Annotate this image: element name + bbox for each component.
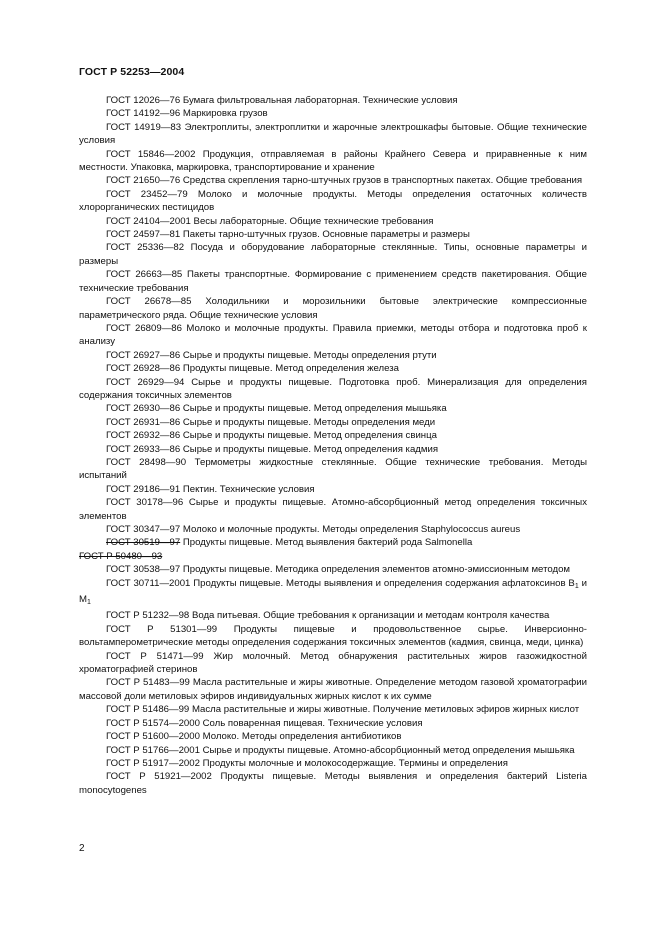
reference-code: ГОСТ 12026—76 bbox=[106, 95, 181, 106]
reference-entry bbox=[79, 523, 587, 536]
reference-entry bbox=[79, 241, 587, 268]
reference-entry bbox=[79, 676, 587, 703]
reference-code: ГОСТ 30178—96 bbox=[106, 497, 184, 509]
reference-title: Продукты пищевые. Методы выявления и определения бактерий Listeria monocytogenes bbox=[79, 771, 587, 796]
reference-code: ГОСТ 28498—90 bbox=[106, 456, 187, 468]
reference-entry bbox=[79, 94, 587, 107]
reference-code: ГОСТ 21650—76 bbox=[106, 175, 181, 187]
reference-title: Жир молочный. Метод обнаружения растительных жиров газожидкостной хроматографией стеринов bbox=[79, 650, 588, 676]
reference-code: ГОСТ 24597—81 bbox=[106, 229, 181, 241]
reference-title: Сырье и продукты пищевые. Подготовка проб. Минерализация для определения содержания токсичных элементов bbox=[79, 376, 587, 401]
reference-code: ГОСТ 26678—85 bbox=[106, 296, 192, 308]
reference-code: ГОСТ 30711—2001 bbox=[106, 577, 191, 589]
reference-code: ГОСТ 14919—83 bbox=[106, 121, 182, 133]
reference-title: Пектин. Технические условия bbox=[182, 483, 315, 495]
reference-entry bbox=[79, 496, 587, 523]
reference-entry bbox=[79, 349, 587, 362]
reference-code: ГОСТ 26931—86 bbox=[106, 416, 181, 428]
reference-code: ГОСТ Р 51917—2002 bbox=[106, 757, 200, 769]
reference-entry bbox=[79, 770, 587, 797]
reference-code: ГОСТ 26929—94 bbox=[106, 376, 185, 388]
reference-entry bbox=[79, 609, 587, 622]
reference-title: Молоко. Методы определения антибиотиков bbox=[202, 731, 402, 743]
reference-entry bbox=[79, 563, 587, 576]
reference-entry bbox=[79, 443, 587, 456]
reference-title: Продукты пищевые. Метод определения железа bbox=[182, 363, 399, 375]
reference-code: ГОСТ 26932—86 bbox=[106, 430, 181, 442]
reference-entry bbox=[79, 174, 587, 187]
reference-title-continued: и M bbox=[79, 577, 587, 606]
reference-code: ГОСТ Р 51471—99 bbox=[106, 650, 204, 662]
reference-title: Продукция, отправляемая в районы Крайнего Севера и приравненные к ним местности. Упаковка, маркировка, транспортирование и хранение bbox=[79, 148, 587, 174]
reference-title: Сырье и продукты пищевые. Атомно-абсорбционный метод определения мышьяка bbox=[202, 744, 575, 756]
reference-entry bbox=[79, 730, 587, 743]
reference-entry bbox=[79, 429, 587, 442]
normative-references-list bbox=[79, 94, 587, 797]
reference-entry bbox=[79, 717, 587, 730]
reference-entry bbox=[79, 650, 587, 677]
reference-title: Сырье и продукты пищевые. Метод определения мышьяка bbox=[182, 403, 447, 415]
reference-entry bbox=[79, 376, 587, 403]
reference-title: Вода питьевая. Общие требования к организации и методам контроля качества bbox=[191, 610, 550, 622]
reference-code: ГОСТ Р 51766—2001 bbox=[106, 744, 200, 756]
reference-code: ГОСТ Р 51921—2002 bbox=[106, 771, 212, 783]
reference-code: ГОСТ Р 51232—98 bbox=[106, 610, 190, 622]
page-number: 2 bbox=[79, 843, 85, 854]
subscript: 1 bbox=[574, 582, 579, 590]
reference-code: ГОСТ 30347—97 bbox=[106, 524, 181, 535]
reference-entry bbox=[79, 188, 587, 215]
reference-entry bbox=[79, 362, 587, 375]
reference-entry bbox=[79, 744, 587, 757]
reference-code: ГОСТ 30538—97 bbox=[106, 564, 181, 576]
page-header-standard-number: ГОСТ Р 52253—2004 bbox=[79, 66, 185, 78]
reference-title: Молоко и молочные продукты. Методы определения остаточных количеств хлорорганических пестицидов bbox=[79, 188, 588, 214]
reference-entry bbox=[79, 322, 587, 349]
reference-title: Продукты пищевые. Методы выявления и определения содержания афлатоксинов B bbox=[193, 577, 575, 589]
reference-code-replaced: ГОСТ Р 50480—93 bbox=[79, 550, 163, 562]
reference-entry bbox=[79, 536, 587, 563]
reference-code: ГОСТ Р 51483—99 bbox=[106, 677, 190, 689]
reference-title: Холодильники и морозильники бытовые электрические компрессионные параметрического ряда. Общие технические условия bbox=[79, 296, 587, 321]
reference-title: Соль поваренная пищевая. Технические условия bbox=[202, 717, 423, 729]
reference-code: ГОСТ Р 51574—2000 bbox=[106, 717, 200, 729]
reference-entry bbox=[79, 623, 587, 650]
reference-entry bbox=[79, 703, 587, 716]
reference-title: Масла растительные и жиры животные. Определение методом газовой хроматографии массовой доли метиловых эфиров индивидуальных жирных кислот к их сумме bbox=[79, 677, 587, 702]
reference-code: ГОСТ 26930—86 bbox=[106, 403, 181, 415]
subscript: 1 bbox=[87, 599, 91, 607]
reference-code: ГОСТ 25336—82 bbox=[106, 242, 185, 254]
reference-title: Продукты пищевые. Метод выявления бактерий рода Salmonella bbox=[182, 537, 473, 549]
reference-code: ГОСТ 15846—2002 bbox=[106, 148, 196, 160]
reference-title: Пакеты транспортные. Формирование с применением средств пакетирования. Общие технические требования bbox=[79, 269, 588, 294]
reference-entry bbox=[79, 456, 587, 483]
reference-title: Весы лабораторные. Общие технические требования bbox=[193, 215, 434, 227]
reference-title: Продукты молочные и молокосодержащие. Термины и определения bbox=[202, 757, 508, 769]
reference-entry bbox=[79, 577, 587, 610]
reference-title: Сырье и продукты пищевые. Метод определения свинца bbox=[182, 430, 437, 442]
reference-title: Продукты пищевые. Методика определения элементов атомно-эмиссионным методом bbox=[182, 564, 571, 576]
reference-entry bbox=[79, 268, 587, 295]
reference-title: Сырье и продукты пищевые. Методы определения меди bbox=[182, 416, 436, 428]
reference-title: Сырье и продукты пищевые. Методы определения ртути bbox=[182, 349, 437, 361]
reference-title: Бумага фильтровальная лабораторная. Технические условия bbox=[182, 95, 458, 106]
reference-entry bbox=[79, 295, 587, 322]
reference-title: Масла растительные и жиры животные. Получение метиловых эфиров жирных кислот bbox=[191, 704, 580, 716]
reference-title: Продукты пищевые и продовольственное сырье. Инверсионно-вольтамперометрические методы определения содержания токсичных элементов (кадмия, свинца, меди, цинка) bbox=[79, 623, 587, 649]
reference-entry bbox=[79, 148, 587, 175]
reference-code: ГОСТ 26927—86 bbox=[106, 349, 181, 361]
reference-entry bbox=[79, 483, 587, 496]
reference-title: Термометры жидкостные стеклянные. Общие технические требования. Методы испытаний bbox=[79, 456, 587, 482]
reference-code: ГОСТ 23452—79 bbox=[106, 188, 188, 200]
reference-entry bbox=[79, 121, 587, 148]
reference-code: ГОСТ 24104—2001 bbox=[106, 215, 191, 227]
reference-code: ГОСТ 26933—86 bbox=[106, 443, 181, 455]
reference-entry bbox=[79, 757, 587, 770]
reference-entry bbox=[79, 228, 587, 241]
reference-title: Посуда и оборудование лабораторные стеклянные. Типы, основные параметры и размеры bbox=[79, 242, 587, 267]
reference-entry bbox=[79, 107, 587, 120]
reference-code: ГОСТ 26809—86 bbox=[106, 322, 182, 334]
reference-title: Пакеты тарно-штучных грузов. Основные параметры и размеры bbox=[182, 229, 470, 241]
reference-code: ГОСТ Р 51486—99 bbox=[106, 704, 190, 716]
reference-entry bbox=[79, 402, 587, 415]
reference-title: Сырье и продукты пищевые. Метод определения кадмия bbox=[182, 443, 439, 455]
reference-code: ГОСТ 26663—85 bbox=[106, 269, 183, 281]
reference-title: Сырье и продукты пищевые. Атомно-абсорбционный метод определения токсичных элементов bbox=[79, 497, 587, 522]
reference-code: ГОСТ Р 51301—99 bbox=[106, 623, 218, 635]
reference-code: ГОСТ 26928—86 bbox=[106, 363, 181, 375]
reference-title: Молоко и молочные продукты. Методы определения Staphylococcus aureus bbox=[182, 524, 521, 535]
reference-title: Маркировка грузов bbox=[182, 108, 268, 120]
reference-code: ГОСТ 29186—91 bbox=[106, 483, 181, 495]
reference-code: ГОСТ 14192—96 bbox=[106, 108, 181, 120]
reference-code: ГОСТ Р 51600—2000 bbox=[106, 731, 200, 743]
reference-code: ГОСТ 30519—97 bbox=[106, 537, 181, 549]
reference-title: Средства скрепления тарно-штучных грузов в транспортных пакетах. Общие требования bbox=[182, 175, 583, 187]
reference-title: Молоко и молочные продукты. Правила приемки, методы отбора и подготовка проб к анализу bbox=[79, 322, 587, 348]
reference-entry bbox=[79, 215, 587, 228]
reference-title: Электроплиты, электроплитки и жарочные электрошкафы бытовые. Общие технические условия bbox=[79, 121, 587, 147]
reference-entry bbox=[79, 416, 587, 429]
